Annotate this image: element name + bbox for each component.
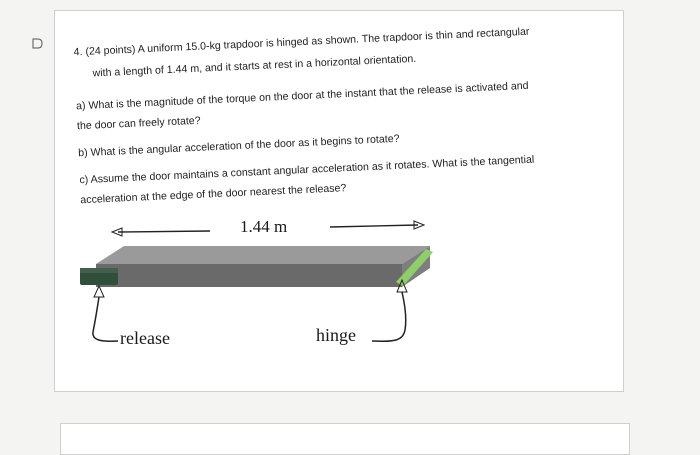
arrow-right-icon — [330, 221, 424, 229]
question-line-2: with a length of 1.44 m, and it starts at rest in a horizontal orientation. — [92, 52, 417, 80]
hinge-pointer — [372, 280, 407, 341]
trapdoor-top-face — [96, 246, 430, 264]
length-label: 1.44 m — [240, 217, 288, 236]
trapdoor-front-face — [96, 264, 402, 287]
arrow-left-icon — [112, 228, 210, 236]
question-part-b: b) What is the angular acceleration of the door as it begins to rotate? — [77, 132, 400, 160]
question-part-c-cont: acceleration at the edge of the door nearest the release? — [80, 182, 347, 207]
release-label: release — [120, 328, 170, 348]
question-part-a-cont: the door can freely rotate? — [76, 114, 201, 133]
question-line-1: 4. (24 points) A uniform 15.0-kg trapdoor is hinged as shown. The trapdoor is thin and rectangular — [73, 25, 530, 59]
question-part-a: a) What is the magnitude of the torque on the door at the instant that the release is activated and — [75, 79, 529, 113]
hinge-label: hinge — [316, 325, 356, 345]
release-pointer — [93, 286, 118, 341]
question-part-c: c) Assume the door maintains a constant angular acceleration as it rotates. What is the tangential — [79, 153, 535, 187]
